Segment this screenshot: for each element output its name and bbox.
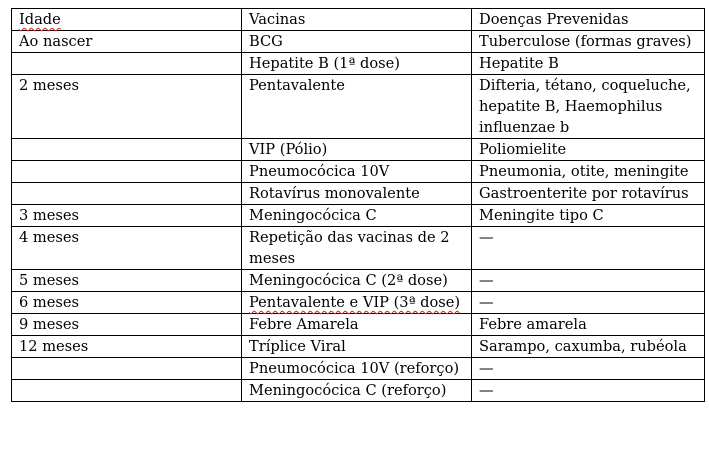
- disease-cell: Difteria, tétano, coqueluche, hepatite B, Haemophilus influenzae b: [472, 75, 705, 139]
- table-row: [12, 292, 705, 314]
- vaccine-cell: Meningocócica C (reforço): [242, 380, 472, 402]
- vaccine-cell: Hepatite B (1ª dose): [242, 53, 472, 75]
- header-diseases: Doenças Prevenidas: [472, 9, 705, 31]
- table-row: [12, 205, 705, 227]
- vaccine-cell: Repetição das vacinas de 2 meses: [242, 227, 472, 270]
- disease-cell: Tuberculose (formas graves): [472, 31, 705, 53]
- disease-cell: Meningite tipo C: [472, 205, 705, 227]
- age-cell: 4 meses: [12, 227, 242, 270]
- vaccine-cell: BCG: [242, 31, 472, 53]
- vaccine-cell: Meningocócica C: [242, 205, 472, 227]
- vaccine-cell: VIP (Pólio): [242, 139, 472, 161]
- disease-cell: —: [472, 358, 705, 380]
- header-vaccines: Vacinas: [242, 9, 472, 31]
- age-cell: 9 meses: [12, 314, 242, 336]
- table-row: [12, 161, 705, 183]
- table-row: [12, 183, 705, 205]
- disease-cell: —: [472, 380, 705, 402]
- disease-cell: Febre amarela: [472, 314, 705, 336]
- table-row: [12, 270, 705, 292]
- table-row: [12, 139, 705, 161]
- table-row: [12, 75, 705, 139]
- disease-cell: Poliomielite: [472, 139, 705, 161]
- table-row: [12, 31, 705, 53]
- age-cell: 3 meses: [12, 205, 242, 227]
- table-row: [12, 53, 705, 75]
- age-cell: 2 meses: [12, 75, 242, 139]
- vaccine-cell: Pneumocócica 10V (reforço): [242, 358, 472, 380]
- vaccine-cell: Pentavalente: [242, 75, 472, 139]
- table-row: [12, 314, 705, 336]
- disease-cell: Sarampo, caxumba, rubéola: [472, 336, 705, 358]
- vaccine-cell: Pentavalente e VIP (3ª dose): [242, 292, 472, 314]
- age-cell: [12, 183, 242, 205]
- disease-cell: Pneumonia, otite, meningite: [472, 161, 705, 183]
- disease-cell: —: [472, 227, 705, 270]
- vaccine-cell: Rotavírus monovalente: [242, 183, 472, 205]
- age-cell: 6 meses: [12, 292, 242, 314]
- disease-cell: —: [472, 292, 705, 314]
- disease-cell: Gastroenterite por rotavírus: [472, 183, 705, 205]
- disease-cell: Hepatite B: [472, 53, 705, 75]
- vaccine-cell: Meningocócica C (2ª dose): [242, 270, 472, 292]
- header-age: Idade: [12, 9, 242, 31]
- age-cell: [12, 358, 242, 380]
- age-cell: 12 meses: [12, 336, 242, 358]
- age-cell: [12, 161, 242, 183]
- age-cell: [12, 53, 242, 75]
- vaccine-cell: Tríplice Viral: [242, 336, 472, 358]
- age-cell: [12, 139, 242, 161]
- age-cell: Ao nascer: [12, 31, 242, 53]
- age-cell: 5 meses: [12, 270, 242, 292]
- disease-cell: —: [472, 270, 705, 292]
- vaccine-cell: Pneumocócica 10V: [242, 161, 472, 183]
- table-header-row: [12, 9, 705, 31]
- vaccination-table: [11, 8, 705, 402]
- table-row: [12, 358, 705, 380]
- vaccine-cell: Febre Amarela: [242, 314, 472, 336]
- table-row: [12, 227, 705, 270]
- age-cell: [12, 380, 242, 402]
- table-row: [12, 380, 705, 402]
- table-row: [12, 336, 705, 358]
